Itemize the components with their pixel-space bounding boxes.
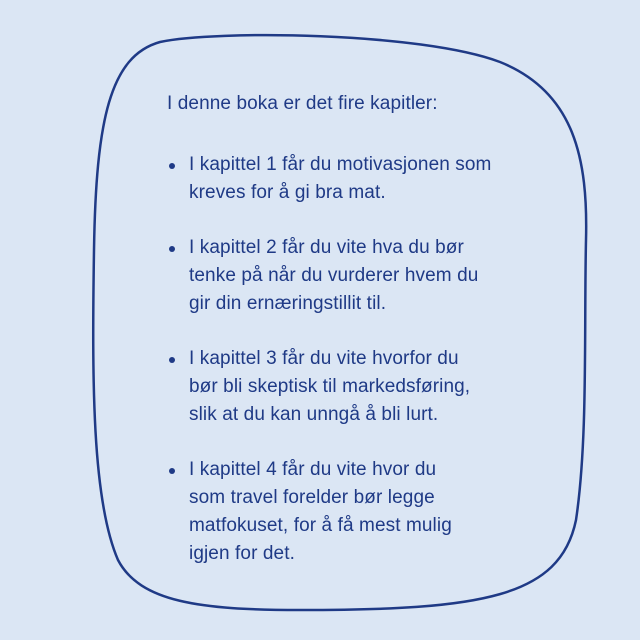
chapter-item-4	[167, 456, 547, 568]
chapter-item-1	[167, 151, 547, 207]
chapter-4-line-1: I kapittel 4 får du vite hvor du	[189, 459, 437, 480]
chapter-4-line-2: som travel forelder bør legge	[189, 487, 435, 508]
bullet-icon	[169, 246, 175, 252]
chapter-3-line-3: slik at du kan unngå å bli lurt.	[189, 404, 439, 425]
chapter-1-line-2: kreves for å gi bra mat.	[189, 182, 386, 203]
chapter-1-line-1: I kapittel 1 får du motivasjonen som	[189, 154, 492, 175]
chapter-3-line-1: I kapittel 3 får du vite hvorfor du	[189, 348, 459, 369]
chapter-2-line-2: tenke på når du vurderer hvem du	[189, 265, 479, 286]
chapter-3-line-2: bør bli skeptisk til markedsføring,	[189, 376, 471, 397]
chapter-2-line-1: I kapittel 2 får du vite hva du bør	[189, 237, 464, 258]
chapter-list	[167, 151, 547, 568]
bullet-icon	[169, 163, 175, 169]
chapter-item-3	[167, 345, 547, 429]
chapter-4-line-3: matfokuset, for å få mest mulig	[189, 515, 452, 536]
chapter-4-line-4: igjen for det.	[189, 543, 295, 564]
chapter-overview	[167, 90, 547, 568]
chapter-item-2	[167, 234, 547, 318]
bullet-icon	[169, 357, 175, 363]
bullet-icon	[169, 468, 175, 474]
chapter-2-line-3: gir din ernæringstillit til.	[189, 293, 387, 314]
intro-text: I denne boka er det fire kapitler:	[167, 93, 438, 114]
